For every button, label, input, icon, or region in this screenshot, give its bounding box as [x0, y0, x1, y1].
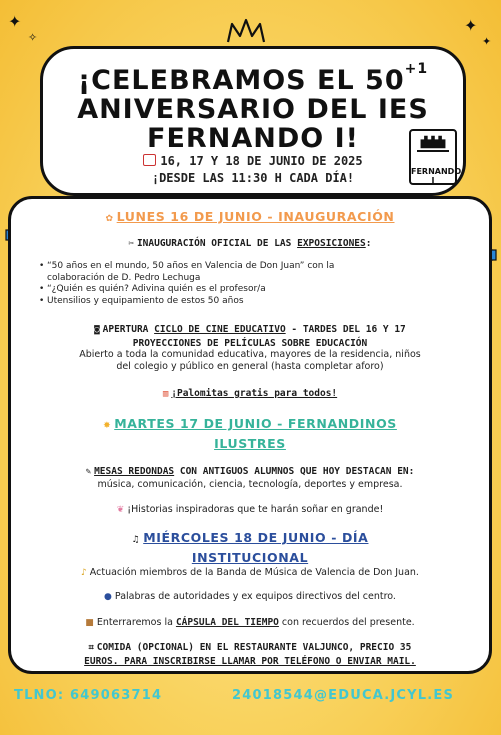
time-capsule-label: CÁPSULA DEL TIEMPO	[175, 617, 279, 628]
monday-header-text: LUNES 16 DE JUNIO - INAUGURACIÓN	[116, 209, 395, 224]
calendar-icon	[143, 154, 156, 166]
cinema-desc-2: del colegio y público en general (hasta completar aforo)	[116, 361, 384, 372]
band-line	[11, 567, 489, 579]
cinema-description	[11, 349, 489, 373]
speeches-line	[11, 591, 489, 603]
title-line-2: ANIVERSARIO DEL IES	[77, 94, 429, 125]
list-item: • Utensilios y equipamiento de estos 50 años	[39, 296, 479, 308]
list-item: • “¿Quién es quién? Adivina quién es el profesor/a	[39, 284, 479, 296]
round-tables-label: MESAS REDONDAS	[94, 466, 175, 477]
speaker-icon: ●	[104, 592, 112, 602]
music-sheet-icon: ♫	[131, 535, 141, 545]
cinema-line-2: PROYECCIONES DE PELÍCULAS SOBRE EDUCACIÓN	[132, 338, 368, 349]
popcorn-line	[11, 387, 489, 401]
utensils-icon: ⌗	[88, 643, 94, 653]
wednesday-header-line-1: MIÉRCOLES 18 DE JUNIO - DÍA	[143, 530, 369, 545]
cinema-line	[11, 323, 489, 350]
scissors-icon: ✂	[128, 239, 134, 249]
microphone-icon: ✎	[85, 467, 92, 477]
time-text: ¡DESDE LAS 11:30 H CADA DÍA!	[151, 171, 355, 185]
round-tables-suffix: CON ANTIGUOS ALUMNOS QUE HOY DESTACAN EN:	[174, 466, 415, 477]
round-tables-line	[11, 465, 489, 479]
exposiciones-label: EXPOSICIONES	[297, 238, 366, 249]
meal-line-1: COMIDA (OPCIONAL) EN EL RESTAURANTE VALJUNCO, PRECIO 35	[96, 642, 412, 653]
monday-header	[11, 209, 489, 224]
logo-text: FERNANDO I	[411, 167, 462, 185]
popcorn-icon: ▥	[162, 389, 169, 399]
wednesday-header-line-2: INSTITUCIONAL	[191, 550, 309, 565]
capsule-prefix: Enterraremos la	[96, 617, 176, 628]
title-line-1: ¡CELEBRAMOS EL 50	[77, 65, 405, 96]
crown-doodle-icon	[226, 18, 266, 44]
inauguration-suffix: :	[365, 238, 372, 249]
inauguration-prefix: INAUGURACIÓN OFICIAL DE LAS	[136, 238, 298, 249]
speeches-text: Palabras de autoridades y ex equipos directivos del centro.	[114, 591, 396, 602]
tuesday-header-line-1: MARTES 17 DE JUNIO - FERNANDINOS	[114, 416, 397, 431]
cinema-suffix: - TARDES DEL 16 Y 17	[285, 324, 406, 335]
time-capsule-line	[11, 617, 489, 629]
film-camera-icon: ◙	[94, 325, 100, 335]
star-icon: ✦	[8, 12, 22, 31]
meal-line-2: EUROS. PARA INSCRIBIRSE LLAMAR POR TELÉFONO O ENVIAR MAIL.	[84, 656, 416, 667]
email-address[interactable]: 24018544@EDUCA.JCYL.ES	[232, 688, 455, 703]
round-tables-desc: música, comunicación, ciencia, tecnología, deportes y empresa.	[97, 479, 403, 490]
cinema-cycle-label: CICLO DE CINE EDUCATIVO	[154, 324, 286, 335]
inauguration-line	[11, 237, 489, 251]
wednesday-header	[11, 529, 489, 567]
saxophone-icon: ♪	[81, 568, 87, 578]
exhibitions-list	[39, 261, 479, 307]
phone-number[interactable]: TLNO: 649063714	[14, 688, 163, 703]
list-item: colaboración de D. Pedro Lechuga	[47, 272, 201, 283]
page-title	[43, 61, 463, 153]
title-superscript: +1	[404, 61, 429, 77]
tuesday-header	[11, 415, 489, 453]
star-icon: ✧	[28, 31, 38, 44]
cinema-desc-1: Abierto a toda la comunidad educativa, mayores de la residencia, niños	[79, 349, 421, 360]
meal-info	[11, 641, 489, 668]
confetti-icon: ✿	[105, 214, 114, 224]
title-panel	[40, 46, 466, 196]
list-item: • “50 años en el mundo, 50 años en Valencia de Don Juan” con la	[39, 261, 479, 273]
star-icon: ✦	[464, 16, 478, 35]
capsule-suffix: con recuerdos del presente.	[278, 617, 415, 628]
tuesday-header-line-2: ILUSTRES	[214, 436, 286, 451]
box-icon: ■	[85, 618, 94, 628]
band-text: Actuación miembros de la Banda de Música de Valencia de Don Juan.	[89, 567, 419, 578]
dates-text: 16, 17 Y 18 DE JUNIO DE 2025	[160, 154, 363, 168]
title-line-3: FERNANDO I!	[147, 123, 359, 154]
star-burst-icon: ✸	[103, 421, 112, 431]
star-icon: ✦	[482, 35, 492, 48]
event-dates	[43, 153, 463, 187]
stories-text: ¡Historias inspiradoras que te harán soñar en grande!	[127, 504, 384, 515]
program-panel	[8, 196, 492, 674]
stories-line	[11, 503, 489, 517]
school-logo	[409, 129, 462, 185]
popcorn-text: ¡Palomitas gratis para todos!	[171, 388, 338, 399]
cinema-prefix: APERTURA	[102, 324, 155, 335]
castle-icon	[417, 134, 449, 152]
brain-icon: ❦	[116, 505, 125, 515]
